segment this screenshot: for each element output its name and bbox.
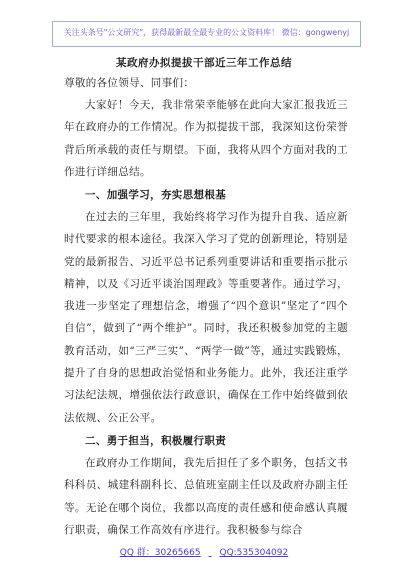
footer-contact	[0, 545, 408, 558]
section-body-2: 在政府办工作期间，我先后担任了多个职务，包括文书科科员、城建科副科长、总值班室副主任以及政府办副主任等。无论在哪个岗位，我都以高度的责任感和使命感认真履行职责，确保工作高效有序进行。我积极参与综合	[64, 457, 348, 536]
header-notice-text: 关注头条号"公文研究"，获得最新最全最专业的公文资料库！ 微信：gongwenyj	[63, 28, 350, 37]
salutation: 尊敬的各位领导、同事们：	[64, 77, 195, 89]
intro-paragraph: 大家好！今天，我非常荣幸能够在此向大家汇报我近三年在政府办的工作情况。作为拟提拔干部，我深知这份荣誉背后所承载的责任与期望。下面，我将从四个方面对我的工作进行详细总结。	[64, 99, 348, 178]
footer-qq-number: QQ:535304092	[219, 548, 289, 558]
footer-qq-group: QQ 群：30265665	[119, 548, 201, 558]
section-body-1: 在过去的三年里，我始终将学习作为提升自我、适应新时代要求的根本途径。我深入学习了党的创新理论，特别是党的最新报告、习近平总书记系列重要讲话和重要指示批示精神，以及《习近平谈治国理政》等重要著作。通过学习，我进一步坚定了理想信念，增强了“四个意识”坚定了“四个自信”，做到了“两个维护”。同时，我还积极参加党的主题教育活动，如“三严三实”、“两学一做”等，通过实践锻炼，提升了自身的思想政治觉悟和业务能力。此外，我还注重学习法纪法规，增强依法行政意识，确保在工作中始终做到依法依规、公正公平。	[64, 211, 348, 424]
section-heading-2: 二、勇于担当，积极履行职责	[85, 435, 227, 447]
section-heading-1: 一、加强学习，夯实思想根基	[85, 189, 227, 201]
document-title: 某政府办拟提拔干部近三年工作总结	[116, 57, 292, 69]
header-notice-box	[52, 21, 361, 47]
